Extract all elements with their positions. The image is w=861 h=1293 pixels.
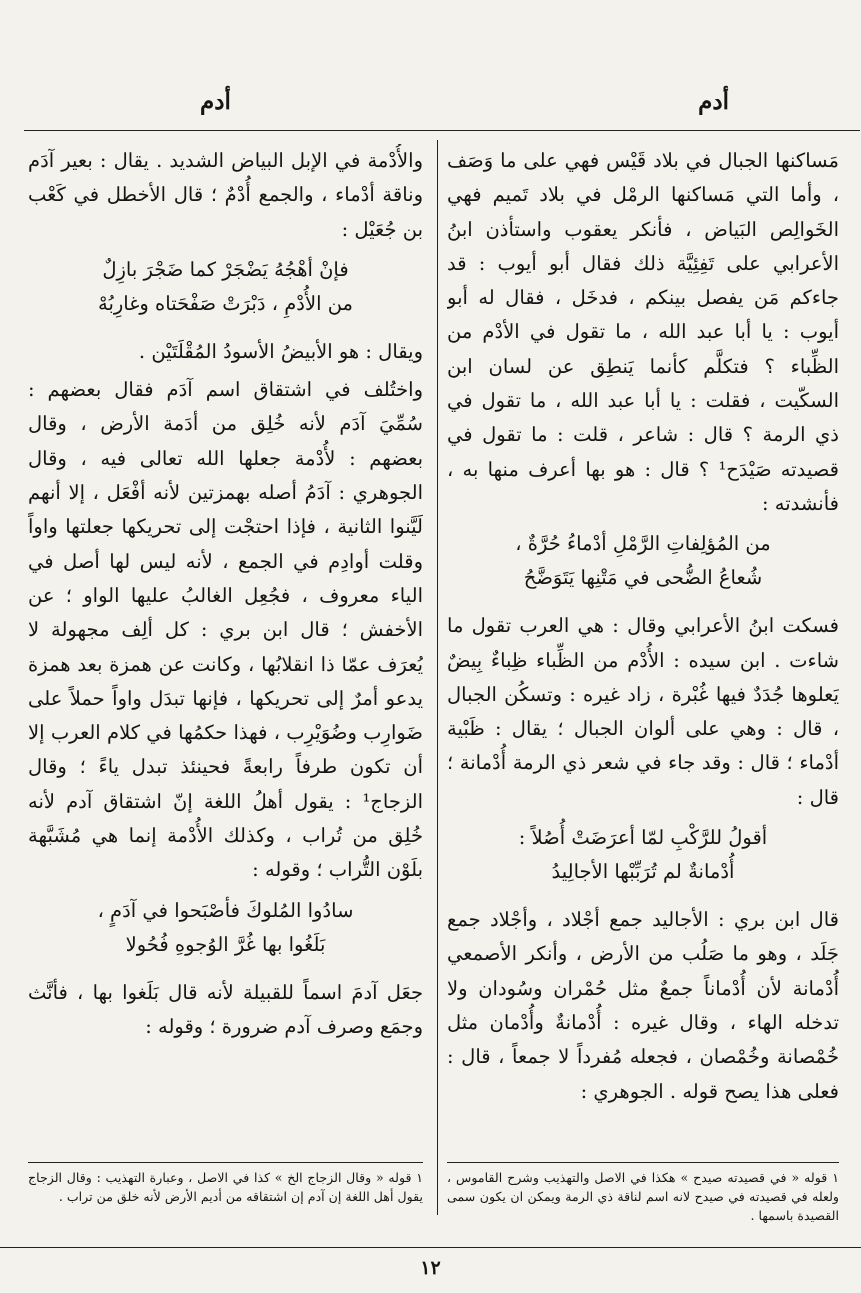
right-poem-2-line-2: أُدْمانةٌ لم تُرَبِّبْها الأجالِيدُ — [551, 860, 735, 884]
left-paragraph-3: واختُلف في اشتقاق اسم آدَم فقال بعضهم : سُمِّيَ آدَم لأنه خُلِق من أدَمة الأرض ، وقال بعضهم : لأُدْمة جعلها الله تعالى فيه ، وقال الجوهري : آدَمُ أصله بهمزتين لأنه أفْعَل ، إلا أنهم لَيَّنوا الثانية ، فإذا احتجْت إلى تحريكها جعلتها واواً وقلت أوادِم في الجمع ، لأنه ليس لها أصل في الياء معروف ، فجُعِل الغالبُ عليها الواو ؛ عن الأخفش ؛ قال ابن بري : كل ألِف مجهولة لا يُعرَف عمّا ذا انقلابُها ، وكانت عن همزة بعد همزة يدعو أمرٌ إلى تحريكها ، فإنها تبدَل واواً حملاً على ضَوارِب وضُوَيْرِب ، فهذا حكمُها في كلام العرب إلا أن تكون طرفاً رابعةً فحينئذ تبدل ياءً ؛ وقال الزجاج¹ : يقول أهلُ اللغة إنّ اشتقاق آدم لأنه خُلِق من تُراب ، وكذلك الأُدْمة إنما هي مُشَبَّهة بلَوْن التُّراب ؛ وقوله : — [28, 378, 423, 882]
left-footnote: ١ قوله « وقال الزجاج الخ » كذا في الاصل ، وعبارة التهذيب : وقال الزجاج يقول أهل اللغة إن آدم إن اشتقاقه من أديم الأرض لأنه خلق من تراب . — [28, 1162, 423, 1248]
left-poem-2-line-1: سادُوا المُلوكَ فأصْبَحوا في آدَمٍ ، — [97, 898, 354, 922]
right-poem-1 — [447, 527, 839, 595]
right-poem-2 — [447, 821, 839, 889]
page-header — [0, 88, 861, 128]
header-right-headword: أدم — [698, 88, 729, 115]
column-divider — [437, 140, 438, 1215]
right-paragraph-2: فسكت ابنُ الأعرابي وقال : هي العرب تقول ما شاءت . ابن سيده : الأُدْم من الظِّباء ظِباءٌ بِيضٌ يَعلوها جُدَدٌ فيها غُبْرة ، زاد غيره : وتسكُن الجبال ، قال : وهي على ألوان الجبال ؛ يقال : ظَبْية أدْماء ؛ قال : وقد جاء في شعر ذي الرمة أُدْمانة ؛ قال : — [447, 614, 839, 809]
header-left-headword: أدم — [200, 88, 231, 115]
right-poem-1-line-2: شُعاعُ الضُّحى في مَتْنِها يَتَوَضَّحُ — [523, 566, 763, 590]
left-poem-1-line-2: من الأُدْمِ ، دَبْرَتْ صَفْحَتاه وغارِبُهْ — [97, 291, 353, 315]
page-number: ١٢ — [420, 1257, 441, 1279]
right-column — [447, 144, 839, 1244]
left-paragraph-1: والأُدْمة في الإبل البياض الشديد . يقال : بعير آدَم وناقة أدْماء ، والجمع أُدْمٌ ؛ قال الأخطل في كَعْب بن جُعَيْل : — [28, 149, 423, 241]
footer-rule — [0, 1247, 861, 1248]
right-poem-2-line-1: أقولُ للرَّكْبِ لمّا أعرَضَتْ أُصُلاً : — [518, 826, 768, 850]
right-footnote: ١ قوله « في قصيدته صيدح » هكذا في الاصل والتهذيب وشرح القاموس ، ولعله في قصيدته في صيدح لانه اسم لناقة ذي الرمة ويمكن ان يكون سمى القصيدة باسمها . — [447, 1162, 839, 1248]
left-poem-1-line-1: فإنْ أهْجُهُ يَضْجَرْ كما ضَجْرَ بازِلٌ — [102, 257, 349, 281]
left-paragraph-2: ويقال : هو الأبيضُ الأسودُ المُقْلَتَيْن . — [138, 339, 423, 363]
left-poem-2 — [28, 894, 423, 962]
left-paragraph-4: جعَل آدمَ اسماً للقبيلة لأنه قال بَلَغوا بها ، فأنَّث وجمَع وصرف آدم ضرورة ؛ وقوله : — [28, 980, 423, 1038]
right-paragraph-3: قال ابن بري : الأجاليد جمع أجْلاد ، وأجْلاد جمع جَلَد ، وهو ما صَلُب من الأرض ، وأنكر الأصمعي أُدْمانة لأن أُدْماناً جمعٌ مثل حُمْران وسُودان ولا تدخله الهاء ، وقال غيره : أُدْمانةٌ وأُدْمان مثل خُمْصانة وخُمْصان ، فجعله مُفرداً لا جمعاً ، قال : فعلى هذا يصح قوله . الجوهري : — [447, 908, 839, 1103]
right-poem-1-line-1: من المُؤلِفاتِ الرَّمْلِ أدْماءُ حُرَّةٌ ، — [515, 532, 771, 556]
header-rule — [24, 130, 860, 131]
left-column — [28, 144, 423, 1244]
right-paragraph-1: مَساكنها الجبال في بلاد قَيْس فهي على ما وَصَف ، وأما التي مَساكنها الرمْل في بلاد تَميم فهي الخَوالِص البَياض ، فأنكر يعقوب واستأذن ابنُ الأعرابي على تَفِئِيَّة ذلك فقال أبو أيوب : قد جاءكم مَن يفصل بينكم ، فدخَل ، فقال له أبو أيوب : يا أبا عبد الله ، ما تقول في الأدْم من الظِّباء ؟ فتكلَّم كأنما يَنطِق عن لسان ابن السكّيت ، فقلت : يا أبا عبد الله ، ما تقول في ذي الرمة ؟ قال : شاعر ، قلت : ما تقول في قصيدته صَيْدَح¹ ؟ قال : هو بها أعرف منها به ، فأنشدته : — [447, 149, 839, 515]
left-poem-2-line-2: بَلَغُوا بها غُرَّ الوُجوهِ فُحُولا — [125, 932, 326, 956]
left-poem-1 — [28, 253, 423, 321]
